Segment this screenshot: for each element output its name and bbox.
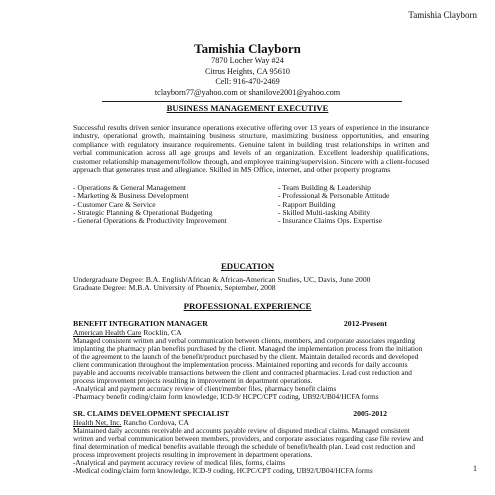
job-dates: 2005-2012 bbox=[353, 409, 387, 418]
job-dates: 2012-Present bbox=[343, 319, 387, 328]
running-header: Tamishia Clayborn bbox=[408, 10, 477, 20]
job-description bbox=[73, 337, 429, 401]
employer-location: Rancho Cordova, CA bbox=[121, 418, 189, 427]
employer-location: Rocklin, CA bbox=[141, 328, 182, 337]
job-bullet: -Pharmacy benefit coding/claim form knowledge, ICD-9/ HCPC/CPT coding, UB92/UB04/HCFA forms bbox=[73, 392, 379, 401]
job-title: SR. CLAIMS DEVELOPMENT SPECIALIST bbox=[73, 409, 230, 418]
job-bullet: -Analytical and payment accuracy review of client/member files, pharmacy benefit claims bbox=[73, 384, 337, 393]
address-line-2: Citrus Heights, CA 95610 bbox=[204, 66, 291, 76]
summary-paragraph: Successful results driven senior insurance operations executive offering over 13 years of experience in the insurance industry, operational growth, maintaining business structure, maximizing business opportunities, and ensuring compliance with regulatory insurance requirements. Genuine talent in building trust relationships in written and verbal communication across all age groups and levels of an organization. Excellent leadership qualifications, customer relationship management/follow through, and employee training/supervision. Sincere with a client-focused approach that generates trust and allegiance. Skilled in MS Office, internet, and other property programs bbox=[73, 123, 429, 175]
skill-item: - Marketing & Business Development bbox=[73, 191, 189, 201]
objective-title: BUSINESS MANAGEMENT EXECUTIVE bbox=[166, 103, 329, 113]
skill-item: - Professional & Personable Attitude bbox=[278, 191, 390, 201]
address-line-1: 7870 Locher Way #24 bbox=[211, 56, 284, 65]
email-addresses: tclayborn77@yahoo.com or shanilove2001@yahoo.com bbox=[154, 87, 341, 97]
skills-left-column bbox=[73, 184, 227, 225]
job-summary: Managed consistent written and verbal communication between clients, members, and corporate associates regarding implanting the pharmacy plan benefits purchased by the client. Managed the implementation process from the initiation of the agreement to the launch of the benefit/product purchased by the client. Maintain detailed records and developed client communication throughout the implementation process. Maintained reporting and records for daily accounts payable and accounts receivable transactions between the client and contracted pharmacies. Lead cost reduction and process improvement projects resulting in improvement in department operations. bbox=[73, 336, 423, 385]
education-heading: EDUCATION bbox=[220, 261, 275, 271]
skill-item: - Rapport Building bbox=[278, 199, 336, 209]
skill-item: - Insurance Claims Ops. Expertise bbox=[278, 216, 382, 226]
employer-name: Health Net, Inc. bbox=[73, 418, 122, 427]
skill-item: - Skilled Multi-tasking Ability bbox=[278, 207, 371, 217]
education-details bbox=[73, 276, 429, 293]
skill-item: - Customer Care & Service bbox=[73, 199, 156, 209]
job-title: BENEFIT INTEGRATION MANAGER bbox=[73, 319, 208, 328]
job-header bbox=[73, 409, 429, 418]
job-summary: Maintained daily accounts receivable and accounts payable review of disputed medical claims. Managed consistent written and verbal communication between members, providers, and corporate associates regarding case file review and final determination of medical benefits available through the schedule of benefit/health plan. Lead cost reduction and process improvement projects resulting in improvement in department operations. bbox=[73, 426, 424, 459]
header-divider bbox=[102, 101, 402, 102]
undergrad-degree: Undergraduate Degree: B.A. English/African & African-American Studies, UC, Davis, June 2000 bbox=[73, 275, 371, 284]
grad-degree: Graduate Degree: M.B.A. University of Phoenix, September, 2008 bbox=[73, 283, 276, 293]
candidate-name: Tamishia Clayborn bbox=[194, 41, 301, 56]
skill-item: - Operations & General Management bbox=[73, 183, 187, 192]
page-number: 1 bbox=[473, 464, 477, 473]
contact-block bbox=[0, 42, 495, 98]
experience-heading: PROFESSIONAL EXPERIENCE bbox=[183, 301, 312, 311]
skills-right-column bbox=[278, 184, 389, 225]
cell-phone: Cell: 916-470-2469 bbox=[215, 77, 280, 86]
skill-item: - General Operations & Productivity Improvement bbox=[73, 216, 227, 226]
job-description bbox=[73, 427, 429, 475]
job-bullet: -Medical coding/claim form knowledge, ICD-9 coding, HCPC/CPT coding, UB92/UB04/HCFA forms bbox=[73, 466, 373, 475]
skill-item: - Strategic Planning & Operational Budgeting bbox=[73, 207, 213, 217]
job-header bbox=[73, 319, 429, 328]
skill-item: - Team Building & Leadership bbox=[278, 183, 371, 192]
job-bullet: -Analytical and payment accuracy review of medical files, forms, claims bbox=[73, 458, 286, 467]
employer-name: American Health Care bbox=[73, 328, 142, 337]
